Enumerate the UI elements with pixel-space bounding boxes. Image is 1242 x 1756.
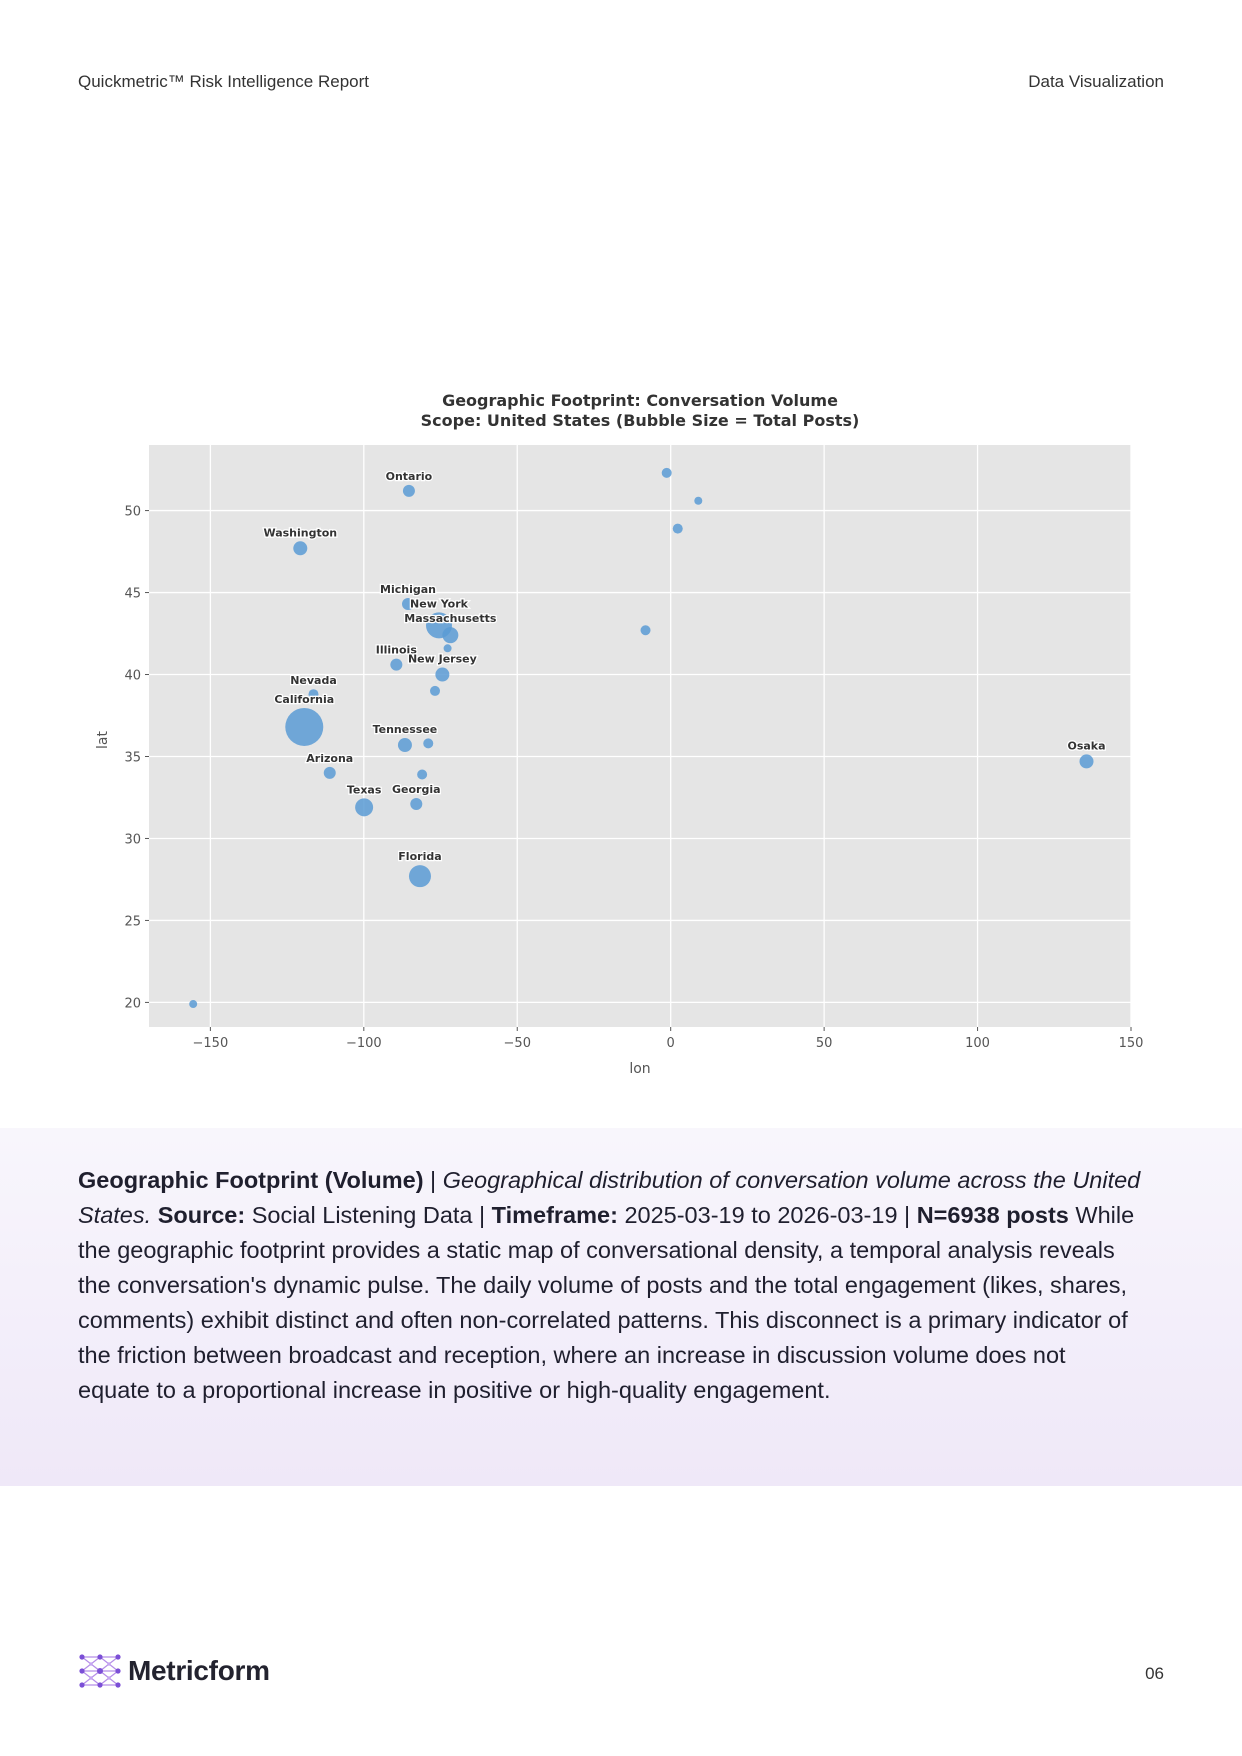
caption-timeframe-label: Timeframe: xyxy=(491,1202,618,1228)
caption-sample-size: N=6938 posts xyxy=(916,1202,1069,1228)
y-tick-label: 25 xyxy=(124,914,141,930)
y-tick-label: 45 xyxy=(124,586,141,602)
y-tick-label: 40 xyxy=(124,668,141,684)
point-label: Arizona xyxy=(306,751,354,765)
y-axis-label: lat xyxy=(95,731,111,749)
point-label: Georgia xyxy=(392,783,441,797)
point-label: Massachusetts xyxy=(404,612,497,626)
data-point xyxy=(410,798,422,810)
data-point xyxy=(403,485,415,497)
chart-subtitle: Scope: United States (Bubble Size = Total Posts) xyxy=(420,411,860,430)
point-label: Osaka xyxy=(1067,739,1106,753)
point-label: New Jersey xyxy=(407,652,477,666)
x-tick-label: 100 xyxy=(965,1036,990,1051)
figure-caption xyxy=(78,1163,1143,1408)
data-point xyxy=(435,668,449,682)
x-tick-label: −150 xyxy=(192,1036,229,1051)
point-label: Florida xyxy=(398,850,442,864)
x-axis-label: lon xyxy=(629,1061,651,1077)
point-label: New York xyxy=(410,597,468,611)
chart-title: Geographic Footprint: Conversation Volume xyxy=(442,391,838,410)
geographic-scatter-chart xyxy=(90,385,1150,1085)
point-label: Michigan xyxy=(380,583,436,597)
caption-timeframe-value: 2025-03-19 to 2026-03-19 | xyxy=(617,1202,917,1228)
data-point xyxy=(324,767,336,779)
point-label: Ontario xyxy=(385,469,433,483)
point-label: Illinois xyxy=(375,643,417,657)
data-point xyxy=(444,644,452,652)
data-point xyxy=(355,798,373,816)
data-point xyxy=(673,524,683,534)
x-tick-label: −100 xyxy=(345,1036,382,1051)
x-tick-label: 150 xyxy=(1118,1036,1144,1051)
data-point xyxy=(390,659,402,671)
y-tick-label: 20 xyxy=(124,996,141,1012)
data-point xyxy=(442,627,458,643)
point-label: Nevada xyxy=(290,674,337,688)
caption-body: While the geographic footprint provides a static map of conversational density, a temporal analysis reveals the conversation's dynamic pulse. The daily volume of posts and the total engagement (likes, shares, comments) exhibit distinct and often non-correlated patterns. This disconnect is a primary indicator of the friction between broadcast and reception, where an increase in discussion volume does not equate to a proportional increase in positive or high-quality engagement. xyxy=(78,1202,1135,1403)
y-tick-label: 50 xyxy=(124,504,141,520)
x-tick-label: 50 xyxy=(815,1036,833,1051)
caption-description: Geographical distribution of conversation volume across the United States. xyxy=(78,1167,1141,1228)
data-point xyxy=(189,1000,197,1008)
data-point xyxy=(641,625,651,635)
chart-svg xyxy=(90,385,1150,1085)
data-point xyxy=(417,770,427,780)
footer-logo xyxy=(78,1651,270,1691)
report-title: Quickmetric™ Risk Intelligence Report xyxy=(78,72,369,91)
point-label: Washington xyxy=(263,526,338,540)
logo-wordmark: Metricform xyxy=(128,1655,270,1686)
caption-title: Geographic Footprint (Volume) xyxy=(78,1167,424,1193)
section-label: Data Visualization xyxy=(1028,72,1164,91)
data-point xyxy=(293,541,307,555)
data-point xyxy=(662,468,672,478)
data-point xyxy=(398,738,412,752)
point-label: Texas xyxy=(346,783,382,797)
caption-source-value: Social Listening Data | xyxy=(245,1202,492,1228)
point-label: Tennessee xyxy=(372,723,438,737)
y-tick-label: 30 xyxy=(124,832,141,848)
data-point xyxy=(430,686,440,696)
data-point xyxy=(694,497,702,505)
y-tick-label: 35 xyxy=(124,750,141,766)
page-number: 06 xyxy=(1145,1664,1164,1683)
x-tick-label: −50 xyxy=(503,1036,531,1051)
data-point xyxy=(409,865,431,887)
network-logo-icon xyxy=(78,1651,122,1691)
data-point xyxy=(423,738,433,748)
data-point xyxy=(285,708,323,746)
x-tick-label: 0 xyxy=(666,1036,675,1051)
data-point xyxy=(1080,754,1094,768)
caption-separator: | xyxy=(423,1167,443,1193)
caption-source-label: Source: xyxy=(157,1202,246,1228)
point-label: California xyxy=(274,692,335,706)
